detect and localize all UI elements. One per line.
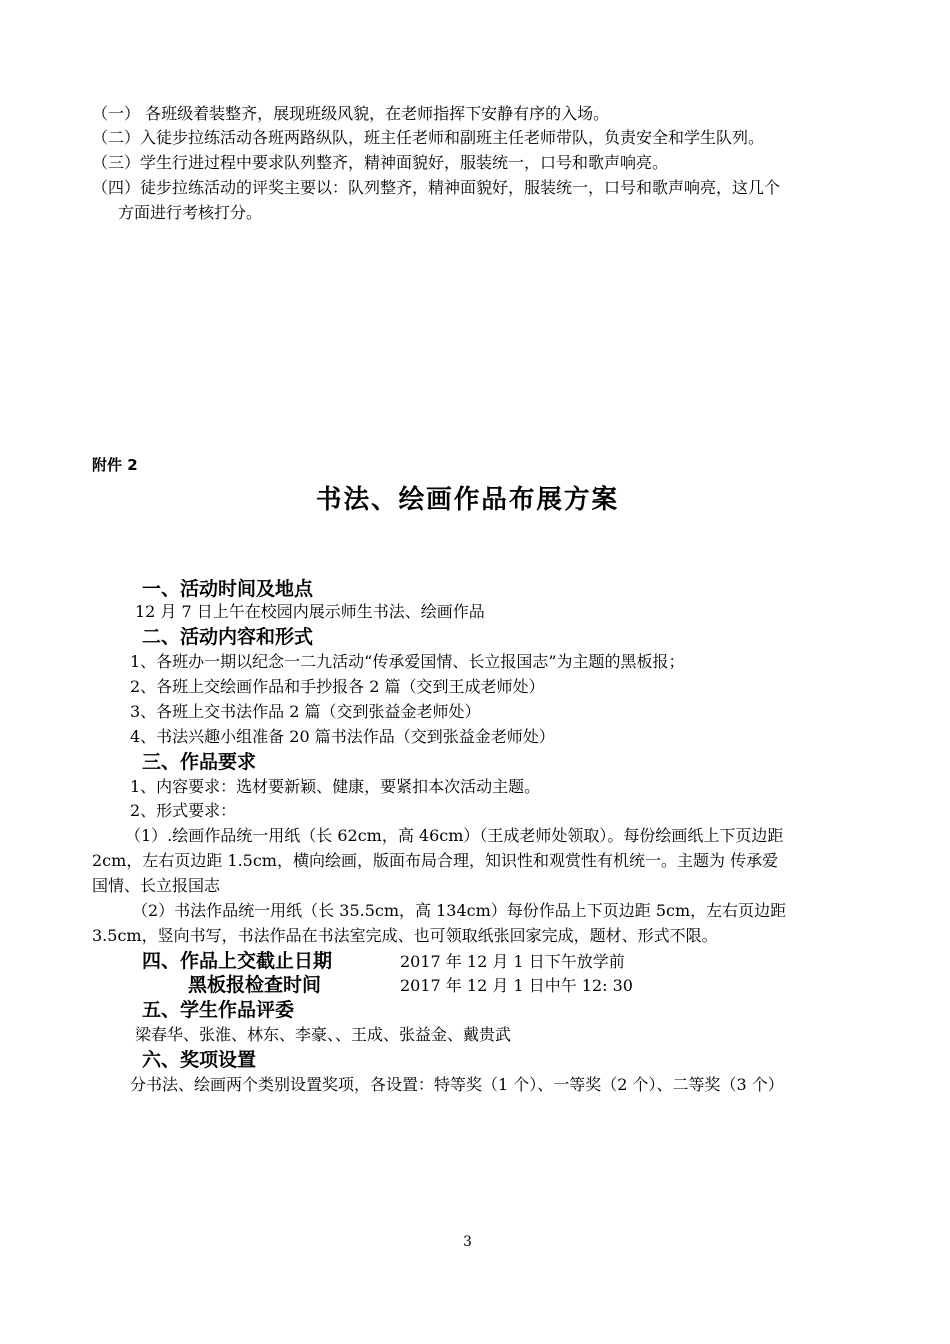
section-2-item-1: 1、各班办一期以纪念一二九活动“传承爱国情、长立报国志”为主题的黑板报； — [130, 652, 685, 671]
intro-item-3: （三）学生行进过程中要求队列整齐，精神面貌好，服装统一，口号和歌声响亮。 — [92, 153, 669, 172]
section-2-item-4: 4、书法兴趣小组准备 20 篇书法作品（交到张益金老师处） — [130, 727, 555, 746]
section-3-paragraph-line: （2）书法作品统一用纸（长 35.5cm，高 134cm）每份作品上下页边距 5cm，左右页边距 — [132, 901, 787, 920]
intro-item-1: （一） 各班级着装整齐，展现班级风貌，在老师指挥下安静有序的入场。 — [92, 104, 610, 123]
section-3-item-2: 2、形式要求： — [130, 801, 237, 820]
section-2-item-3: 3、各班上交书法作品 2 篇（交到张益金老师处） — [130, 702, 481, 721]
intro-item-4-continued: 方面进行考核打分。 — [118, 203, 263, 222]
intro-item-4: （四）徒步拉练活动的评奖主要以：队列整齐，精神面貌好，服装统一，口号和歌声响亮，这几个 — [92, 178, 781, 197]
section-5-text: 梁春华、张淮、林东、李豪、、王成、张益金、戴贵武 — [135, 1025, 512, 1044]
deadline-value: 2017 年 12 月 1 日下午放学前 — [400, 952, 625, 971]
attachment-label: 附件 2 — [92, 456, 138, 474]
check-time-value: 2017 年 12 月 1 日中午 12: 30 — [400, 976, 633, 995]
section-3-paragraph-line: （1）.绘画作品统一用纸（长 62cm，高 46cm）（王成老师处领取）。每份绘画纸上下页边距 — [125, 826, 784, 845]
section-3-paragraph-line: 3.5cm，竖向书写，书法作品在书法室完成、也可领取纸张回家完成，题材、形式不限。 — [92, 926, 718, 945]
section-1-text: 12 月 7 日上午在校园内展示师生书法、绘画作品 — [135, 602, 485, 621]
page-number: 3 — [463, 1234, 472, 1250]
section-3-item-1: 1、内容要求：选材要新颖、健康，要紧扣本次活动主题。 — [130, 777, 541, 796]
section-1-heading: 一、活动时间及地点 — [142, 578, 314, 600]
section-4-sub-heading: 黑板报检查时间 — [188, 974, 322, 996]
section-6-text: 分书法、绘画两个类别设置奖项，各设置：特等奖（1 个）、一等奖（2 个）、二等奖（3 个） — [130, 1075, 784, 1094]
section-3-paragraph-line: 国情、长立报国志 — [92, 876, 221, 895]
section-5-heading: 五、学生作品评委 — [142, 999, 295, 1021]
section-2-item-2: 2、各班上交绘画作品和手抄报各 2 篇（交到王成老师处） — [130, 677, 545, 696]
section-3-heading: 三、作品要求 — [142, 751, 257, 773]
section-3-paragraph-line: 2cm，左右页边距 1.5cm，横向绘画，版面布局合理，知识性和观赏性有机统一。主题为 传承爱 — [92, 851, 779, 870]
section-2-heading: 二、活动内容和形式 — [142, 626, 314, 648]
page-title: 书法、绘画作品布展方案 — [315, 485, 620, 515]
intro-item-2: （二）入徒步拉练活动各班两路纵队，班主任老师和副班主任老师带队，负责安全和学生队列。 — [92, 128, 765, 147]
section-4-heading: 四、作品上交截止日期 — [142, 950, 333, 972]
section-6-heading: 六、奖项设置 — [142, 1049, 257, 1071]
